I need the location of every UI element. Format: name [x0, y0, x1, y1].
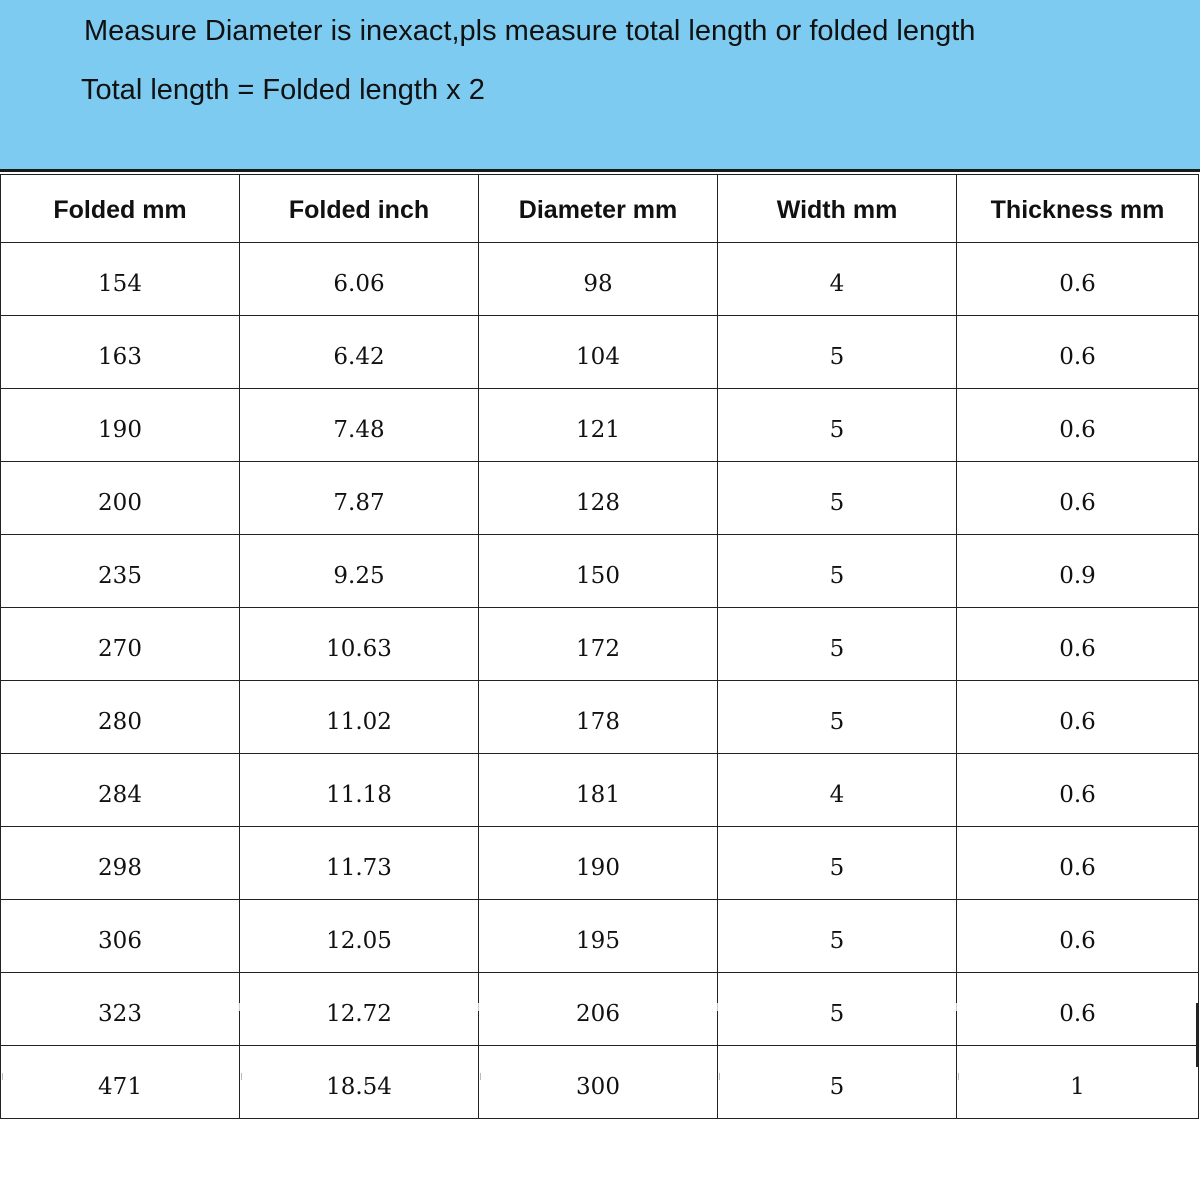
header-thickness-mm: Thickness mm: [957, 175, 1199, 243]
cell-diameter-mm: 172: [479, 608, 718, 681]
cell-thickness-mm: 0.6: [957, 973, 1199, 1046]
header-folded-mm: Folded mm: [1, 175, 240, 243]
cell-diameter-mm: 121: [479, 389, 718, 462]
table-row: [1, 389, 1199, 462]
table-row: [1, 900, 1199, 973]
cell-folded-inch: 12.05: [240, 900, 479, 973]
cell-width-mm: 5: [718, 535, 957, 608]
header-diameter-mm: Diameter mm: [479, 175, 718, 243]
size-table: [0, 174, 1199, 1119]
cell-folded-inch: 7.48: [240, 389, 479, 462]
table-row: [1, 243, 1199, 316]
cell-thickness-mm: 0.6: [957, 462, 1199, 535]
cell-thickness-mm: 0.6: [957, 243, 1199, 316]
cell-folded-mm: 235: [1, 535, 240, 608]
cell-folded-mm: 280: [1, 681, 240, 754]
table-row: [1, 827, 1199, 900]
header-width-mm: Width mm: [718, 175, 957, 243]
cell-folded-mm: 163: [1, 316, 240, 389]
cell-thickness-mm: 0.6: [957, 389, 1199, 462]
cell-thickness-mm: 0.6: [957, 827, 1199, 900]
cell-diameter-mm: 128: [479, 462, 718, 535]
cell-width-mm: 5: [718, 827, 957, 900]
cell-folded-inch: 11.02: [240, 681, 479, 754]
cell-width-mm: 5: [718, 1046, 957, 1119]
cell-width-mm: 4: [718, 754, 957, 827]
table-row: [1, 535, 1199, 608]
right-border-stub: [1196, 1003, 1198, 1067]
cell-folded-mm: 323: [1, 973, 240, 1046]
faint-grid-stub: [239, 1003, 240, 1011]
faint-tick: [958, 1073, 959, 1080]
cell-diameter-mm: 190: [479, 827, 718, 900]
cell-width-mm: 5: [718, 316, 957, 389]
faint-grid-stub: [478, 1003, 479, 1011]
cell-folded-mm: 154: [1, 243, 240, 316]
cell-width-mm: 4: [718, 243, 957, 316]
cell-thickness-mm: 0.6: [957, 900, 1199, 973]
faint-tick: [2, 1073, 3, 1080]
table-row: [1, 608, 1199, 681]
cell-diameter-mm: 195: [479, 900, 718, 973]
cell-folded-inch: 11.73: [240, 827, 479, 900]
cell-diameter-mm: 300: [479, 1046, 718, 1119]
cell-diameter-mm: 150: [479, 535, 718, 608]
faint-tick: [719, 1073, 720, 1080]
cell-width-mm: 5: [718, 973, 957, 1046]
faint-tick: [241, 1073, 242, 1080]
cell-folded-mm: 190: [1, 389, 240, 462]
cell-thickness-mm: 0.6: [957, 754, 1199, 827]
cell-folded-mm: 306: [1, 900, 240, 973]
table-row: [1, 1046, 1199, 1119]
header-row: [1, 175, 1199, 243]
cell-folded-inch: 18.54: [240, 1046, 479, 1119]
measure-instruction: Measure Diameter is inexact,pls measure total length or folded length: [84, 15, 976, 47]
cell-diameter-mm: 181: [479, 754, 718, 827]
cell-folded-mm: 284: [1, 754, 240, 827]
cell-folded-inch: 7.87: [240, 462, 479, 535]
cell-folded-inch: 6.42: [240, 316, 479, 389]
faint-grid-stub: [956, 1003, 957, 1011]
cell-width-mm: 5: [718, 681, 957, 754]
table-row: [1, 316, 1199, 389]
cell-diameter-mm: 98: [479, 243, 718, 316]
cell-width-mm: 5: [718, 608, 957, 681]
cell-width-mm: 5: [718, 900, 957, 973]
banner-divider: [0, 169, 1200, 172]
cell-diameter-mm: 206: [479, 973, 718, 1046]
table-row: [1, 462, 1199, 535]
instruction-banner: [0, 0, 1200, 170]
cell-folded-inch: 11.18: [240, 754, 479, 827]
cell-thickness-mm: 1: [957, 1046, 1199, 1119]
cell-thickness-mm: 0.9: [957, 535, 1199, 608]
table-row: [1, 754, 1199, 827]
cell-thickness-mm: 0.6: [957, 316, 1199, 389]
cell-folded-inch: 6.06: [240, 243, 479, 316]
cell-folded-inch: 9.25: [240, 535, 479, 608]
header-folded-inch: Folded inch: [240, 175, 479, 243]
faint-grid-stub: [717, 1003, 718, 1011]
length-formula: Total length = Folded length x 2: [81, 74, 485, 106]
cell-thickness-mm: 0.6: [957, 681, 1199, 754]
cell-folded-inch: 12.72: [240, 973, 479, 1046]
faint-tick: [480, 1073, 481, 1080]
table-row: [1, 681, 1199, 754]
cell-folded-mm: 298: [1, 827, 240, 900]
cell-folded-mm: 471: [1, 1046, 240, 1119]
cell-folded-inch: 10.63: [240, 608, 479, 681]
cell-width-mm: 5: [718, 462, 957, 535]
cell-diameter-mm: 104: [479, 316, 718, 389]
cell-folded-mm: 270: [1, 608, 240, 681]
cell-width-mm: 5: [718, 389, 957, 462]
cell-folded-mm: 200: [1, 462, 240, 535]
cell-thickness-mm: 0.6: [957, 608, 1199, 681]
table-row: [1, 973, 1199, 1046]
cell-diameter-mm: 178: [479, 681, 718, 754]
